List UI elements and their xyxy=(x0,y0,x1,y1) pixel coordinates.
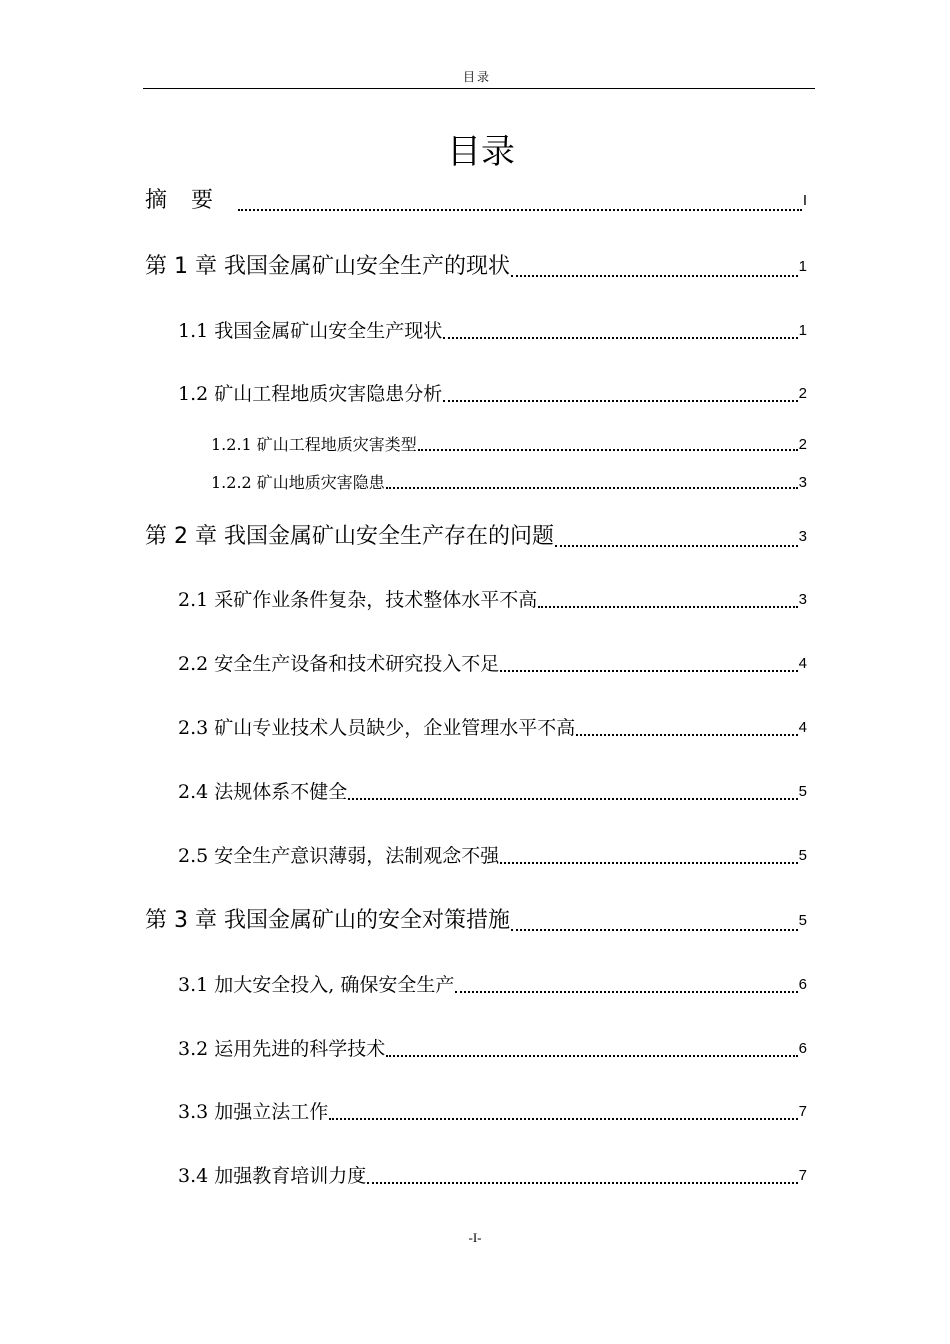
page-title: 目录 xyxy=(447,132,515,172)
toc-entry-page: 3 xyxy=(798,474,807,491)
toc-entry-label: 1.2 矿山工程地质灾害隐患分析 xyxy=(178,383,443,405)
toc-entry-chapter-2[interactable] xyxy=(145,522,807,552)
toc-entry-chapter-1[interactable] xyxy=(145,252,807,282)
dot-leader xyxy=(538,606,797,608)
toc-entry-label: 1.2.1 矿山工程地质灾害类型 xyxy=(211,435,417,454)
toc-entry-label: 2.1 采矿作业条件复杂，技术整体水平不高 xyxy=(178,589,538,611)
toc-entry-label: 2.2 安全生产设备和技术研究投入不足 xyxy=(178,653,500,675)
toc-entry-label: 第 2 章 我国金属矿山安全生产存在的问题 xyxy=(145,524,554,549)
toc-entry-label: 2.5 安全生产意识薄弱，法制观念不强 xyxy=(178,845,500,867)
toc-entry-label: 3.2 运用先进的科学技术 xyxy=(178,1038,386,1060)
toc-entry-label: 3.3 加强立法工作 xyxy=(178,1101,329,1123)
toc-entry-label: 1.2.2 矿山地质灾害隐患 xyxy=(211,473,385,492)
dot-leader xyxy=(348,798,797,800)
toc-entry-page: 2 xyxy=(798,385,807,402)
toc-entry-label: 2.4 法规体系不健全 xyxy=(178,781,348,803)
toc-entry-page: I xyxy=(802,192,807,209)
dot-leader xyxy=(238,209,802,211)
toc-entry-page: 1 xyxy=(798,258,807,275)
toc-entry-page: 6 xyxy=(798,1040,807,1057)
toc-entry-section-2-1[interactable] xyxy=(178,587,807,613)
page-number: -I- xyxy=(468,1230,482,1245)
toc-entry-page: 5 xyxy=(798,912,807,929)
dot-leader xyxy=(329,1118,797,1120)
toc-entry-page: 1 xyxy=(798,322,807,339)
toc-entry-label: 第 3 章 我国金属矿山的安全对策措施 xyxy=(145,908,510,933)
toc-entry-label: 3.4 加强教育培训力度 xyxy=(178,1165,367,1187)
toc-entry-chapter-3[interactable] xyxy=(145,906,807,936)
dot-leader xyxy=(443,337,797,339)
toc-entry-page: 7 xyxy=(798,1103,807,1120)
toc-entry-section-2-4[interactable] xyxy=(178,779,807,805)
dot-leader xyxy=(386,487,798,489)
dot-leader xyxy=(418,449,798,451)
toc-entry-label: 3.1 加大安全投入, 确保安全生产 xyxy=(178,974,455,996)
dot-leader xyxy=(555,545,798,547)
toc-entry-page: 4 xyxy=(798,719,807,736)
dot-leader xyxy=(443,400,797,402)
toc-entry-page: 3 xyxy=(798,528,807,545)
running-header-title: 目录 xyxy=(463,70,492,84)
dot-leader xyxy=(500,862,797,864)
dot-leader xyxy=(367,1182,797,1184)
toc-entry-label: 2.3 矿山专业技术人员缺少，企业管理水平不高 xyxy=(178,717,576,739)
toc-entry-page: 5 xyxy=(798,847,807,864)
dot-leader xyxy=(500,670,797,672)
toc-entry-section-1-2-2[interactable] xyxy=(211,472,807,494)
toc-entry-section-3-4[interactable] xyxy=(178,1163,807,1189)
toc-entry-page: 4 xyxy=(798,655,807,672)
dot-leader xyxy=(455,991,797,993)
toc-entry-page: 2 xyxy=(798,436,807,453)
toc-entry-page: 3 xyxy=(798,591,807,608)
toc-entry-section-2-5[interactable] xyxy=(178,843,807,869)
toc-entry-page: 5 xyxy=(798,783,807,800)
toc-entry-label: 摘要 xyxy=(145,188,238,213)
toc-entry-section-3-2[interactable] xyxy=(178,1036,807,1062)
toc-entry-page: 6 xyxy=(798,976,807,993)
dot-leader xyxy=(511,929,798,931)
running-header xyxy=(143,68,815,89)
toc-entry-page: 7 xyxy=(798,1167,807,1184)
dot-leader xyxy=(511,275,798,277)
toc-entry-section-2-2[interactable] xyxy=(178,651,807,677)
dot-leader xyxy=(576,734,797,736)
toc-entry-section-3-3[interactable] xyxy=(178,1099,807,1125)
toc-entry-label: 第 1 章 我国金属矿山安全生产的现状 xyxy=(145,254,510,279)
toc-entry-label: 1.1 我国金属矿山安全生产现状 xyxy=(178,320,443,342)
toc-entry-section-3-1[interactable] xyxy=(178,972,807,998)
dot-leader xyxy=(386,1055,797,1057)
toc-entry-abstract[interactable] xyxy=(145,186,807,216)
toc-entry-section-1-1[interactable] xyxy=(178,318,807,344)
toc-entry-section-1-2-1[interactable] xyxy=(211,434,807,456)
toc-entry-section-1-2[interactable] xyxy=(178,381,807,407)
toc-entry-section-2-3[interactable] xyxy=(178,715,807,741)
